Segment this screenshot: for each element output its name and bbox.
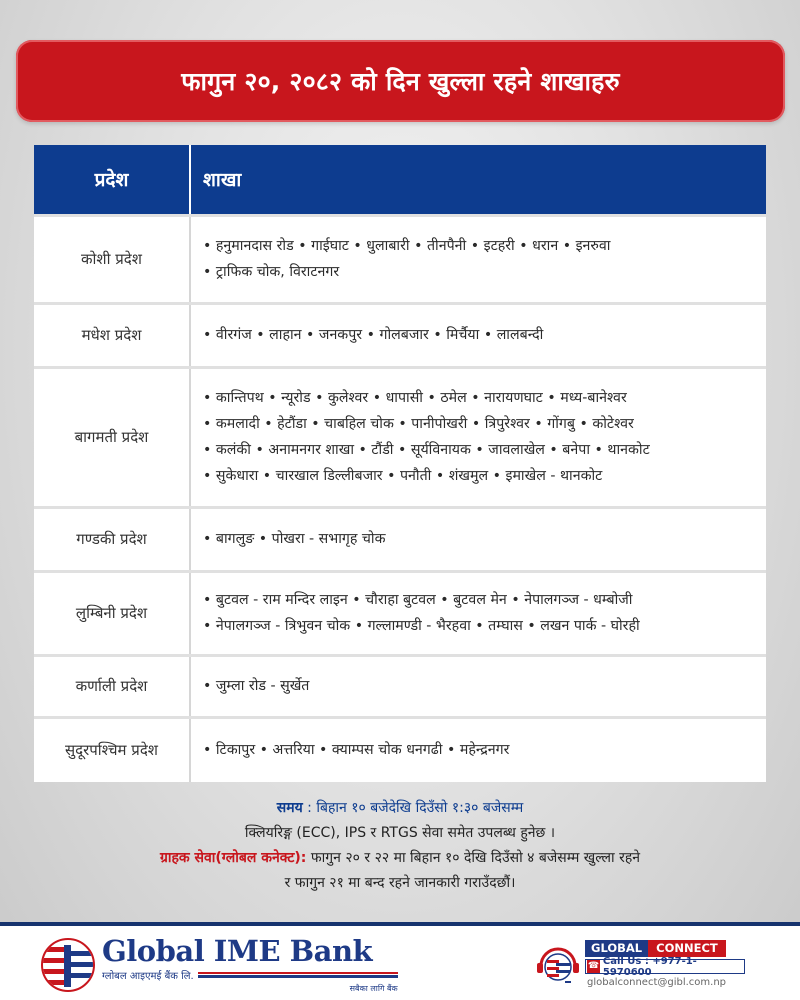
- contact-email[interactable]: globalconnect@gibl.com.np: [587, 977, 727, 988]
- customer-service-line-2: र फागुन २१ मा बन्द रहने जानकारी गराउँदछौं।: [284, 875, 516, 891]
- customer-service-line: [0, 846, 800, 871]
- customer-service-text: फागुन २० र २२ मा बिहान १० देखि दिउँसो ४ बजेसम्म खुल्ला रहने: [306, 850, 641, 866]
- time-text: : बिहान १० बजेदेखि दिउँसो १:३० बजेसम्म: [302, 800, 524, 816]
- call-us-number: Call Us : +977-1-5970600: [602, 955, 697, 978]
- table-row: [34, 717, 766, 782]
- notes-section: [0, 796, 800, 896]
- phone-icon: ☎: [587, 961, 600, 971]
- branch-line: • टिकापुर • अत्तरिया • क्याम्पस चोक धनगढी • महेन्द्रनगर: [203, 742, 510, 759]
- column-header-branch: शाखा: [190, 145, 766, 215]
- branch-line: • जुम्ला रोड - सुर्खेत: [203, 678, 310, 694]
- hours-line: [0, 796, 800, 821]
- branches-cell: [190, 717, 766, 782]
- table-row: [34, 367, 766, 507]
- bank-name-nepali: ग्लोबल आइएमई बैंक लि.: [102, 971, 194, 982]
- branches-cell: [190, 303, 766, 367]
- services-line: क्लियरिङ्ग (ECC), IPS र RTGS सेवा समेत उपलब्ध हुनेछ ।: [244, 825, 556, 841]
- bank-subtitle-row: [102, 968, 398, 982]
- branch-line: • बुटवल - राम मन्दिर लाइन • चौराहा बुटवल • बुटवल मेन • नेपालगञ्ज - धम्बोजी: [203, 592, 633, 608]
- global-connect-badge: [585, 940, 745, 957]
- branch-line: • सुकेधारा • चारखाल डिल्लीबजार • पनौती • शंखमुल • इमाखेल - थानकोट: [203, 468, 603, 484]
- bank-tagline: सबैका लागि बैंक: [349, 984, 398, 993]
- table-header-row: [34, 145, 766, 215]
- brand-stripes: [198, 972, 398, 978]
- province-cell: मधेश प्रदेश: [34, 303, 190, 367]
- title-banner: [16, 40, 785, 122]
- bank-logo-text: [102, 936, 398, 994]
- table-row: [34, 303, 766, 367]
- call-us-box[interactable]: [585, 955, 745, 978]
- branches-cell: [190, 655, 766, 717]
- branch-table: [34, 145, 766, 782]
- branch-line: • कलंकी • अनामनगर शाखा • टौंडी • सूर्यविनायक • जावलाखेल • बनेपा • थानकोट: [203, 442, 650, 458]
- bank-logo: [40, 936, 398, 994]
- branch-line: • ट्राफिक चोक, विराटनगर: [203, 264, 340, 280]
- table-row: [34, 571, 766, 655]
- province-cell: कोशी प्रदेश: [34, 215, 190, 303]
- badge-global: GLOBAL: [585, 940, 648, 957]
- province-cell: गण्डकी प्रदेश: [34, 507, 190, 571]
- province-cell: बागमती प्रदेश: [34, 367, 190, 507]
- table-row: [34, 507, 766, 571]
- page-title: फागुन २०, २०८२ को दिन खुल्ला रहने शाखाहरु: [181, 67, 620, 96]
- table-row: [34, 655, 766, 717]
- connect-info: [585, 940, 745, 988]
- badge-connect: CONNECT: [648, 940, 726, 957]
- branches-cell: [190, 571, 766, 655]
- footer: [0, 922, 800, 1000]
- branches-cell: [190, 507, 766, 571]
- branch-line: • कान्तिपथ • न्यूरोड • कुलेश्वर • धापासी • ठमेल • नारायणघाट • मध्य-बानेश्वर: [203, 390, 627, 406]
- global-connect: [535, 940, 745, 988]
- customer-service-label: ग्राहक सेवा(ग्लोबल कनेक्ट):: [159, 850, 307, 866]
- branch-line: • नेपालगञ्ज - त्रिभुवन चोक • गल्लामण्डी - भैरहवा • तम्घास • लखन पार्क - घोरही: [203, 618, 640, 634]
- branch-line: • कमलादी • हेटौंडा • चाबहिल चोक • पानीपोखरी • त्रिपुरेश्वर • गोंगबु • कोटेश्वर: [203, 416, 634, 432]
- branch-line: • बागलुङ • पोखरा - सभागृह चोक: [203, 531, 386, 547]
- bank-logo-icon: [40, 937, 96, 993]
- column-header-province: प्रदेश: [34, 145, 190, 215]
- bank-name: Global IME Bank: [102, 934, 373, 968]
- province-cell: लुम्बिनी प्रदेश: [34, 571, 190, 655]
- headset-logo-icon: [535, 942, 581, 988]
- branches-cell: [190, 215, 766, 303]
- province-cell: कर्णाली प्रदेश: [34, 655, 190, 717]
- province-cell: सुदूरपश्चिम प्रदेश: [34, 717, 190, 782]
- time-label: समय: [276, 800, 303, 816]
- branches-cell: [190, 367, 766, 507]
- branch-line: • हनुमानदास रोड • गाईघाट • धुलाबारी • तीनपैनी • इटहरी • धरान • इनरुवा: [203, 238, 611, 254]
- table-row: [34, 215, 766, 303]
- branch-line: • वीरगंज • लाहान • जनकपुर • गोलबजार • मिर्चैया • लालबन्दी: [203, 327, 544, 343]
